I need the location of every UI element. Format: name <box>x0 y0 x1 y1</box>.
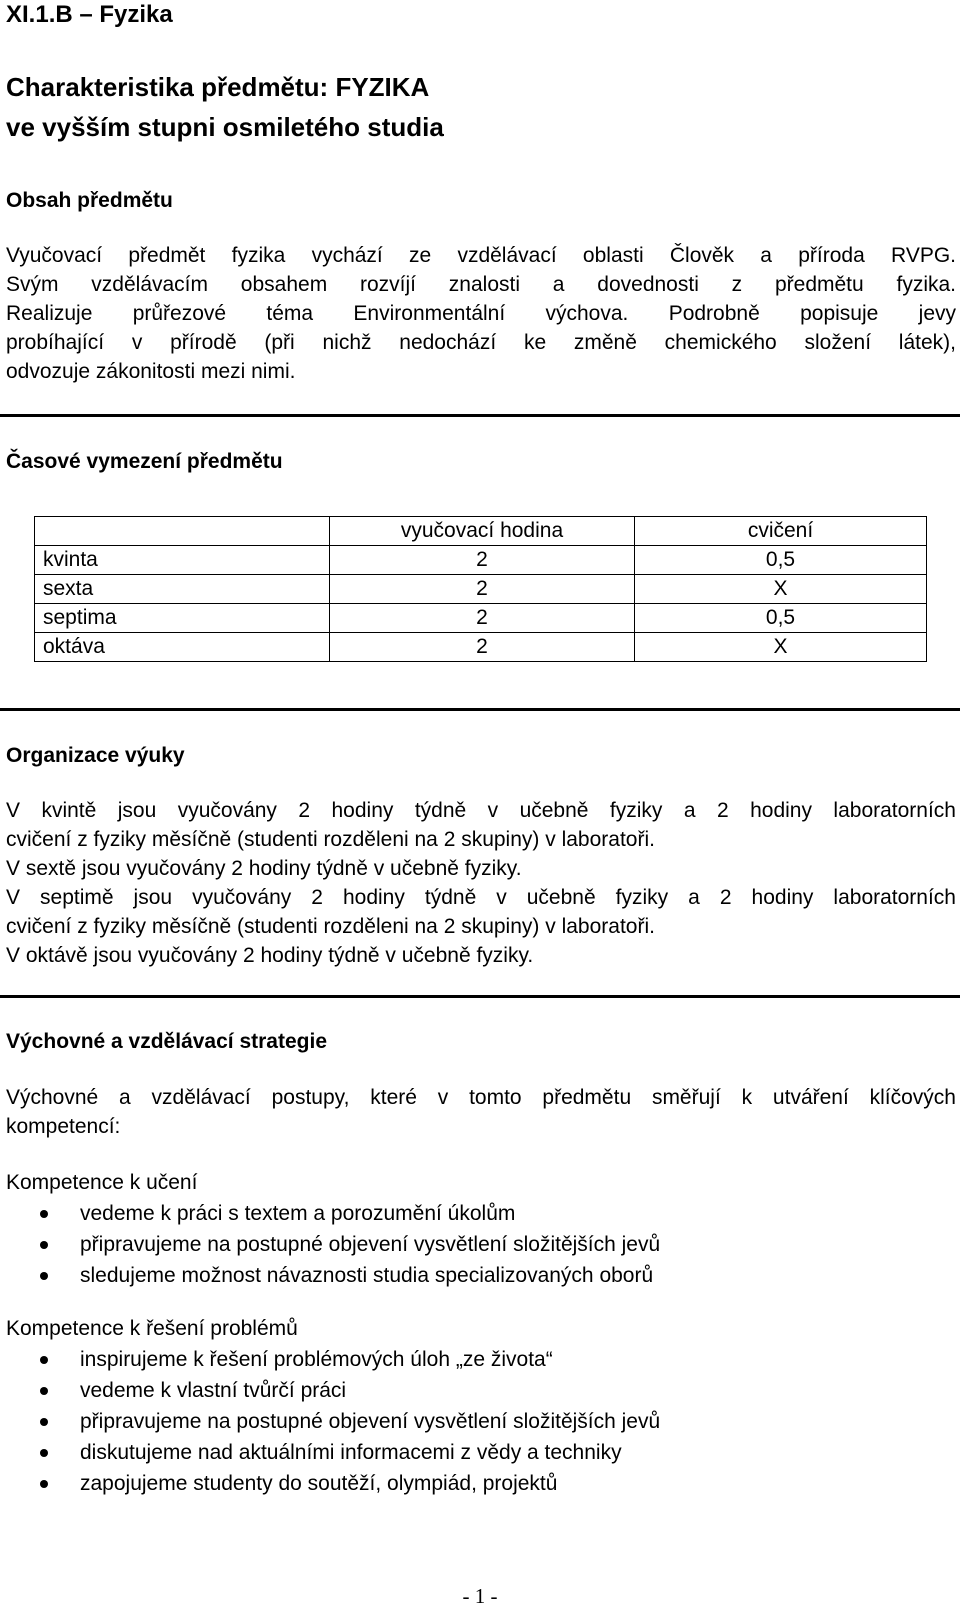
list-item-text: připravujeme na postupné objevení vysvětlení složitějších jevů <box>80 1410 661 1433</box>
bullet-icon <box>40 1356 48 1364</box>
table-cell: 0,5 <box>635 604 927 633</box>
table-header-cell <box>35 517 330 546</box>
list-item <box>0 1406 660 1437</box>
table-cell: 2 <box>330 546 635 575</box>
table-row <box>35 575 927 604</box>
list-item-text: sledujeme možnost návaznosti studia specializovaných oborů <box>80 1264 654 1287</box>
competence-heading-learning: Kompetence k učení <box>6 1171 198 1194</box>
text-line: Výchovné a vzdělávací postupy, které v tomto předmětu směřují k utváření klíčových <box>6 1086 956 1109</box>
bullet-icon <box>40 1480 48 1488</box>
table-cell: 2 <box>330 633 635 662</box>
bullet-icon <box>40 1210 48 1218</box>
list-item-text: diskutujeme nad aktuálními informacemi z vědy a techniky <box>80 1441 622 1464</box>
table-header-row <box>35 517 927 546</box>
table-cell: X <box>635 633 927 662</box>
text-line: V oktávě jsou vyučovány 2 hodiny týdně v učebně fyziky. <box>6 944 534 967</box>
text-line: probíhající v přírodě (při nichž nedochází ke změně chemického složení látek), <box>6 331 956 354</box>
table-cell: 0,5 <box>635 546 927 575</box>
time-allocation-table <box>34 516 927 662</box>
table-row <box>35 633 927 662</box>
section-heading-organizace: Organizace výuky <box>6 744 185 767</box>
text-line: Svým vzdělávacím obsahem rozvíjí znalosti a dovednosti z předmětu fyzika. <box>6 273 956 296</box>
text-line: kompetencí: <box>6 1115 121 1138</box>
table-cell: X <box>635 575 927 604</box>
table-cell: septima <box>35 604 330 633</box>
bullet-icon <box>40 1418 48 1426</box>
list-item-text: zapojujeme studenty do soutěží, olympiád, projektů <box>80 1472 558 1495</box>
list-item-text: inspirujeme k řešení problémových úloh „ze života“ <box>80 1348 553 1371</box>
strategie-intro <box>6 1083 956 1141</box>
bullet-icon <box>40 1241 48 1249</box>
section-heading-strategie: Výchovné a vzdělávací strategie <box>6 1030 327 1053</box>
list-item <box>0 1260 660 1291</box>
obsah-paragraph <box>6 241 956 386</box>
list-item <box>0 1198 660 1229</box>
list-item <box>0 1468 660 1499</box>
list-item <box>0 1344 660 1375</box>
competence-heading-problems: Kompetence k řešení problémů <box>6 1317 298 1340</box>
table-cell: oktáva <box>35 633 330 662</box>
title-line-2: ve vyšším stupni osmiletého studia <box>6 112 444 142</box>
organizace-paragraph <box>6 796 956 970</box>
table-row <box>35 604 927 633</box>
bullet-icon <box>40 1449 48 1457</box>
list-item <box>0 1437 660 1468</box>
chapter-heading: XI.1.B – Fyzika <box>6 1 173 28</box>
table-row <box>35 546 927 575</box>
text-line: odvozuje zákonitosti mezi nimi. <box>6 360 296 383</box>
table-header-cell: cvičení <box>635 517 927 546</box>
list-item <box>0 1375 660 1406</box>
text-line: cvičení z fyziky měsíčně (studenti rozděleni na 2 skupiny) v laboratoři. <box>6 828 655 851</box>
title-line-1: Charakteristika předmětu: FYZIKA <box>6 72 430 102</box>
competence-list-learning <box>0 1198 660 1291</box>
section-divider <box>0 995 960 998</box>
page-number: - 1 - <box>462 1584 498 1608</box>
text-line: cvičení z fyziky měsíčně (studenti rozděleni na 2 skupiny) v laboratoři. <box>6 915 655 938</box>
list-item-text: připravujeme na postupné objevení vysvětlení složitějších jevů <box>80 1233 661 1256</box>
text-line: Realizuje průřezové téma Environmentální výchova. Podrobně popisuje jevy <box>6 302 956 325</box>
table-cell: 2 <box>330 575 635 604</box>
list-item-text: vedeme k vlastní tvůrčí práci <box>80 1379 347 1402</box>
table-cell: 2 <box>330 604 635 633</box>
section-heading-casove: Časové vymezení předmětu <box>6 450 283 473</box>
table-cell: sexta <box>35 575 330 604</box>
text-line: Vyučovací předmět fyzika vychází ze vzdělávací oblasti Člověk a příroda RVPG. <box>6 244 956 267</box>
section-divider <box>0 414 960 417</box>
table-header-cell: vyučovací hodina <box>330 517 635 546</box>
list-item-text: vedeme k práci s textem a porozumění úkolům <box>80 1202 516 1225</box>
text-line: V septimě jsou vyučovány 2 hodiny týdně v učebně fyziky a 2 hodiny laboratorních <box>6 886 956 909</box>
table-cell: kvinta <box>35 546 330 575</box>
text-line: V kvintě jsou vyučovány 2 hodiny týdně v učebně fyziky a 2 hodiny laboratorních <box>6 799 956 822</box>
section-heading-obsah: Obsah předmětu <box>6 189 173 212</box>
section-divider <box>0 708 960 711</box>
competence-list-problems <box>0 1344 660 1499</box>
list-item <box>0 1229 660 1260</box>
bullet-icon <box>40 1387 48 1395</box>
bullet-icon <box>40 1272 48 1280</box>
text-line: V sextě jsou vyučovány 2 hodiny týdně v učebně fyziky. <box>6 857 522 880</box>
